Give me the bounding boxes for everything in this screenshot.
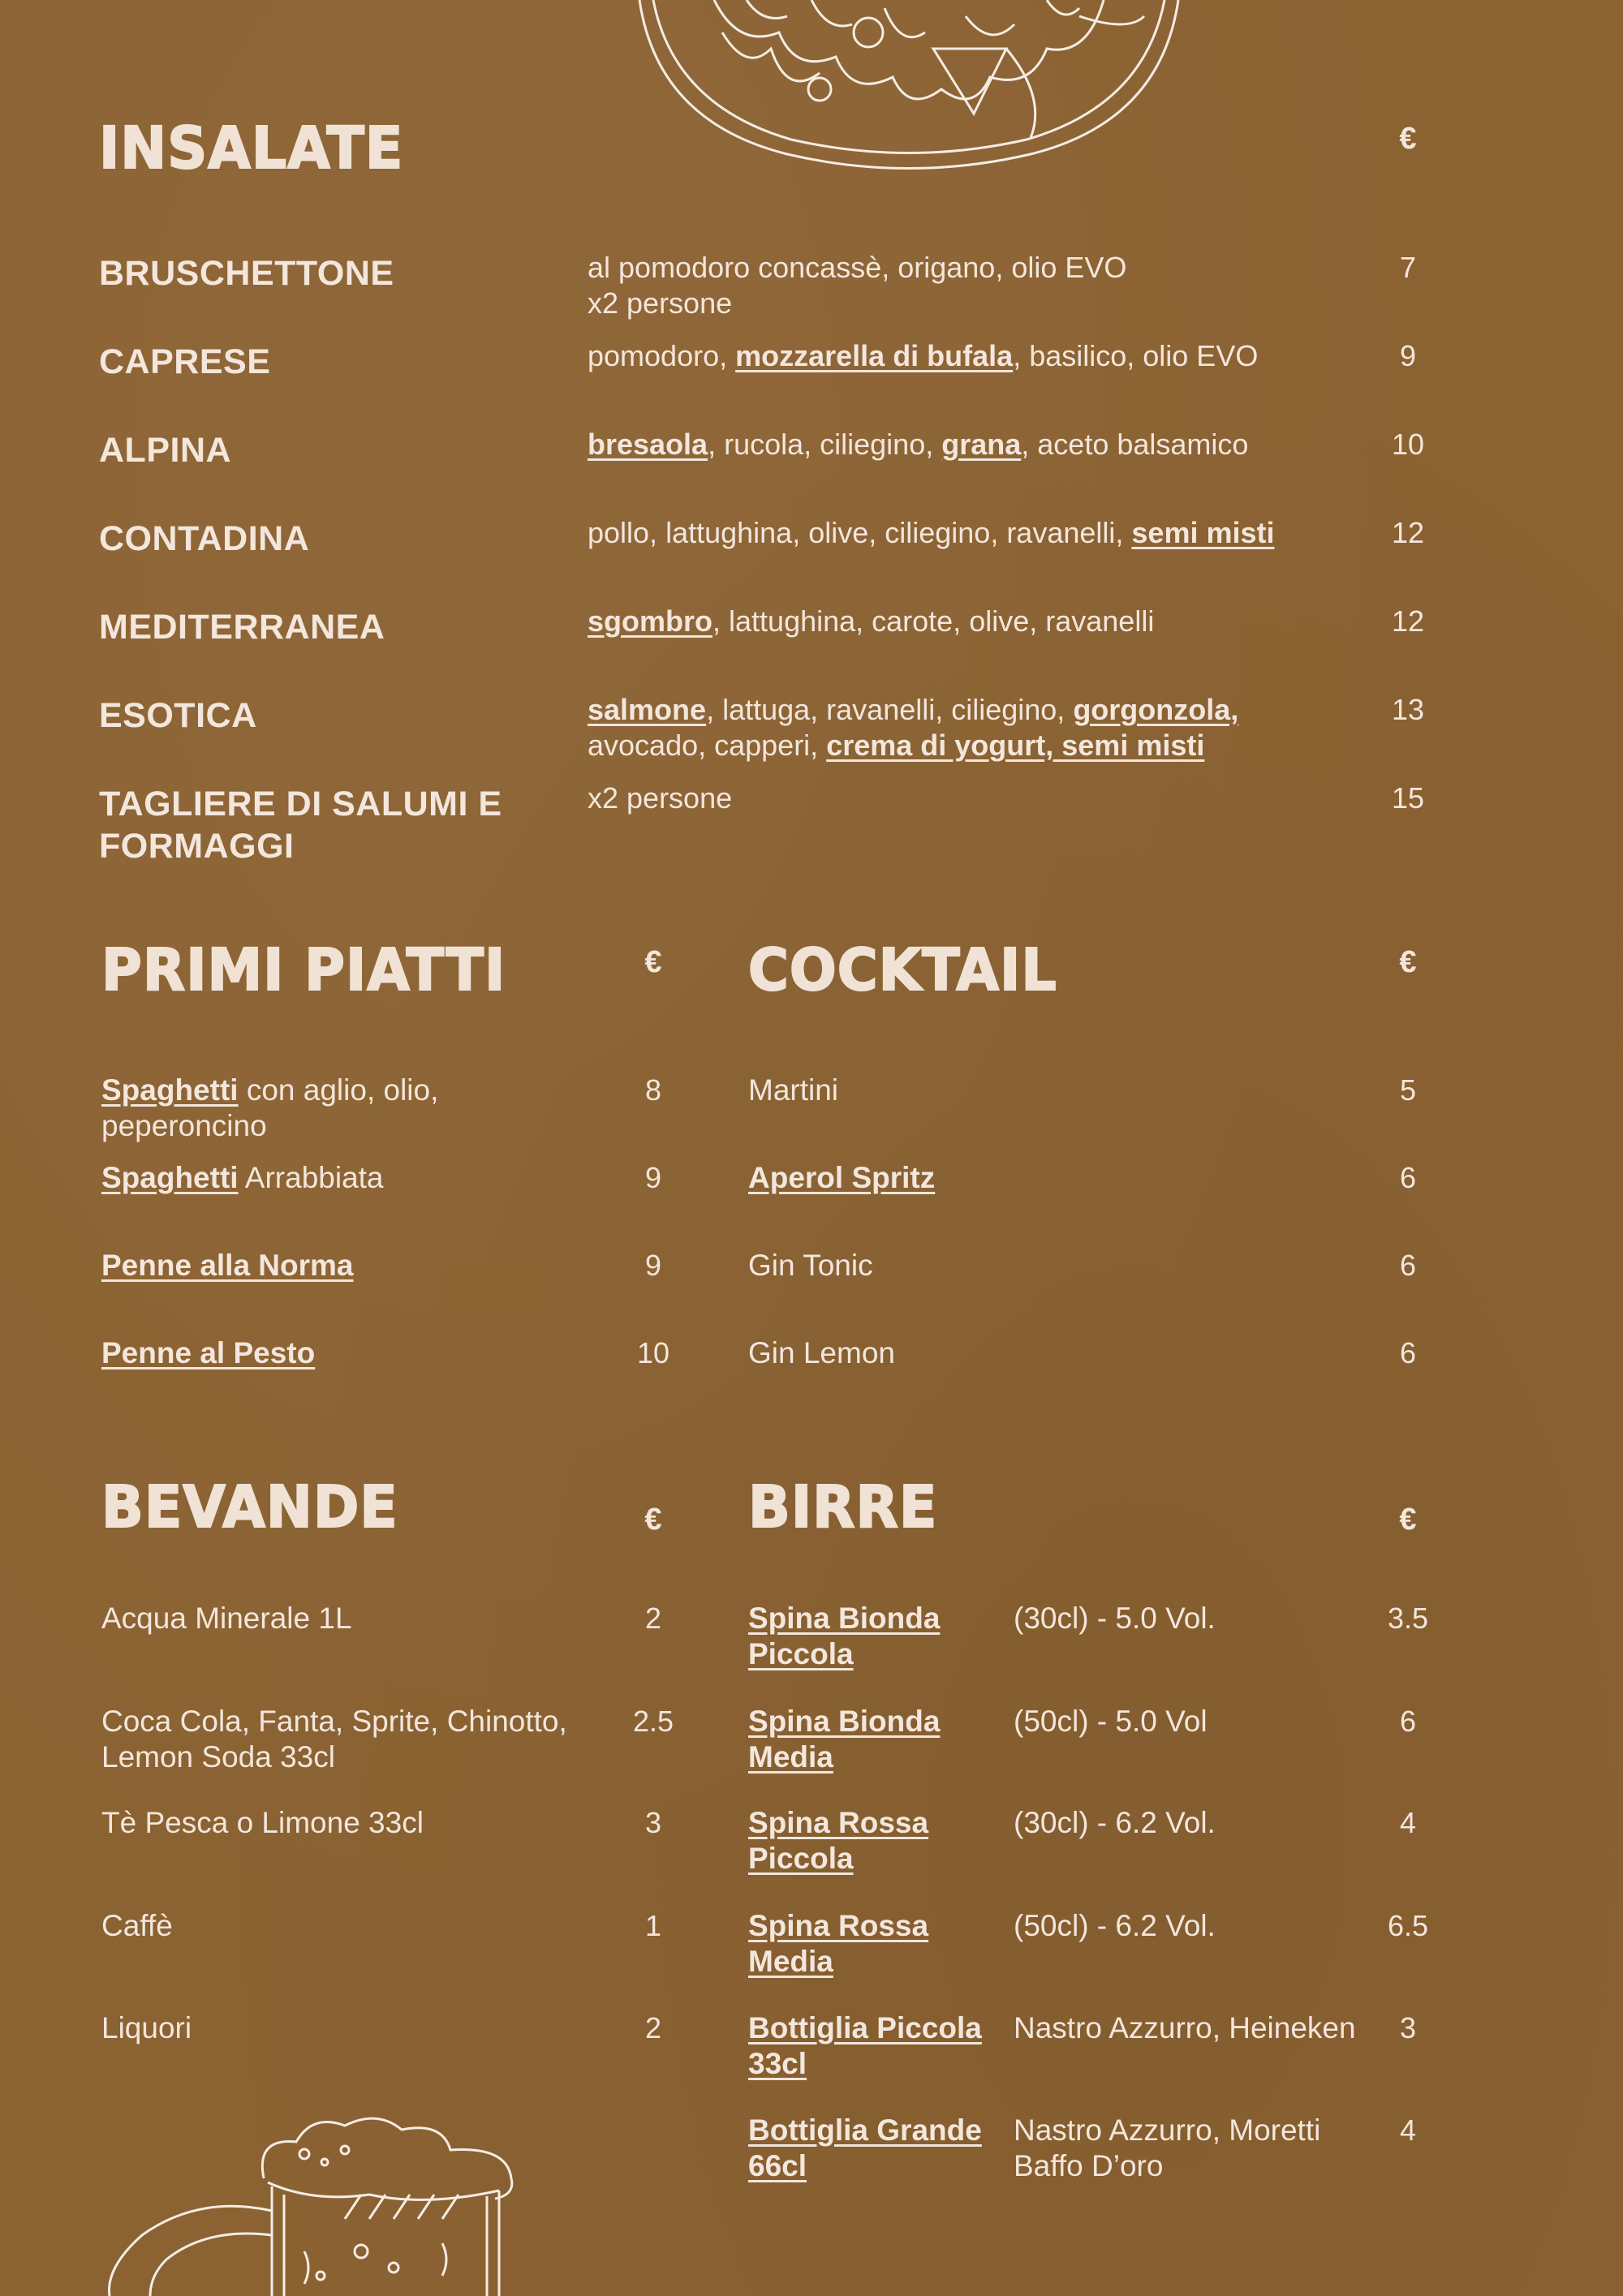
birre-item-name: Spina Bionda Media [748,1705,941,1774]
primi-part: con aglio, olio, peperoncino [101,1073,439,1142]
bevande-item-price: 2 [644,1602,662,1635]
birre-item-price: 4 [1399,2113,1417,2147]
insalate-item-name: MEDITERRANEA [99,608,385,647]
bevande-item-price: 2 [644,2011,662,2044]
primi-item-price: 9 [644,1161,662,1194]
primi-item-name [101,1160,556,1196]
insalate-item-price: 15 [1391,781,1425,815]
cocktail-item-price: 5 [1399,1073,1417,1107]
cocktail-part: Martini [748,1073,839,1107]
bevande-item-name: Acqua Minerale 1L [101,1602,352,1635]
insalate-item-desc [588,515,1358,551]
bevande-item-name: Liquori [101,2011,192,2044]
birre-item-price: 6.5 [1387,1909,1429,1942]
insalate-desc-part: bresaola [588,428,708,461]
cocktail-item-price: 6 [1399,1249,1417,1282]
insalate-desc-part: x2 persone [588,286,733,320]
insalate-item-name: CAPRESE [99,342,271,381]
insalate-item-name: CONTADINA [99,519,310,558]
insalate-desc-part: avocado, capperi, [588,729,827,762]
birre-item-name: Bottiglia Piccola 33cl [748,2011,982,2080]
birre-item-desc: Nastro Azzurro, Moretti Baffo D’oro [1014,2113,1321,2182]
insalate-item-price: 12 [1391,604,1425,638]
primi-part: Penne al Pesto [101,1336,316,1369]
birre-item-price: 3 [1399,2011,1417,2044]
bevande-item-price: 3 [644,1806,662,1839]
insalate-desc-part: gorgonzola, [1073,693,1239,726]
insalate-desc-part: , aceto balsamico [1021,428,1249,461]
bevande-item-name: Coca Cola, Fanta, Sprite, Chinotto, Lemon Soda 33cl [101,1705,567,1774]
section-title-cocktail: COCKTAIL [748,937,1057,1004]
primi-item-price: 8 [644,1073,662,1107]
insalate-desc-part: , rucola, ciliegino, [708,428,942,461]
insalate-item-name: TAGLIERE DI SALUMI E FORMAGGI [99,785,502,866]
insalate-item-price: 13 [1391,693,1425,726]
birre-item-desc: (30cl) - 5.0 Vol. [1014,1602,1216,1635]
birre-currency: € [1399,1503,1417,1537]
primi-currency: € [644,945,662,979]
section-title-birre: BIRRE [748,1474,938,1541]
insalate-item-price: 9 [1399,339,1417,372]
bevande-item-price: 1 [644,1909,662,1942]
cocktail-part: Aperol Spritz [748,1161,936,1194]
bevande-item-price: 2.5 [632,1705,674,1738]
cocktail-item-price: 6 [1399,1161,1417,1194]
insalate-item-desc [588,338,1358,374]
insalate-item-name: BRUSCHETTONE [99,254,394,293]
insalate-desc-part: x2 persone [588,781,733,815]
insalate-desc-part: sgombro [588,604,713,638]
insalate-desc-part: , lattuga, ravanelli, ciliegino, [706,693,1074,726]
primi-item-name [101,1248,556,1283]
birre-item-desc: (50cl) - 6.2 Vol. [1014,1909,1216,1942]
salad-bowl-icon [625,0,1193,174]
insalate-item-name: ESOTICA [99,696,257,735]
cocktail-currency: € [1399,945,1417,979]
insalate-item-desc [588,250,1358,321]
cocktail-item-name [748,1335,1316,1371]
insalate-desc-part: al pomodoro concassè, origano, olio EVO [588,251,1127,284]
insalate-desc-part: , basilico, olio EVO [1013,339,1259,372]
insalate-item-desc [588,692,1358,763]
birre-item-desc: (30cl) - 6.2 Vol. [1014,1806,1216,1839]
beer-mug-icon [101,2105,540,2296]
birre-item-price: 4 [1399,1806,1417,1839]
section-title-insalate: INSALATE [99,115,404,183]
birre-item-price: 6 [1399,1705,1417,1738]
section-title-primi-piatti: PRIMI PIATTI [101,937,506,1004]
primi-part: Arrabbiata [238,1161,384,1194]
insalate-desc-part: salmone [588,693,707,726]
primi-item-name [101,1073,556,1144]
cocktail-item-price: 6 [1399,1336,1417,1369]
insalate-item-price: 7 [1399,251,1417,284]
insalate-item-price: 10 [1391,428,1425,461]
birre-item-desc: Nastro Azzurro, Heineken [1014,2011,1356,2044]
birre-item-name: Spina Bionda Piccola [748,1602,941,1670]
primi-part: Spaghetti [101,1073,239,1107]
section-title-bevande: BEVANDE [101,1474,398,1541]
insalate-item-desc [588,427,1358,462]
insalate-desc-part: , lattughina, carote, olive, ravanelli [712,604,1155,638]
primi-item-price: 9 [644,1249,662,1282]
birre-item-name: Spina Rossa Piccola [748,1806,929,1875]
birre-item-name: Bottiglia Grande 66cl [748,2113,982,2182]
insalate-item-name: ALPINA [99,431,232,470]
insalate-desc-part: semi misti [1131,516,1275,549]
insalate-desc-part: crema di yogurt, semi misti [826,729,1205,762]
cocktail-part: Gin Tonic [748,1249,873,1282]
primi-item-name [101,1335,556,1371]
insalate-desc-part: pollo, lattughina, olive, ciliegino, ravanelli, [588,516,1132,549]
insalate-item-desc [588,604,1358,639]
birre-item-price: 3.5 [1387,1602,1429,1635]
primi-item-price: 10 [636,1336,670,1369]
insalate-item-desc [588,780,1358,816]
bevande-currency: € [644,1503,662,1537]
bevande-item-name: Caffè [101,1909,173,1942]
primi-part: Spaghetti [101,1161,239,1194]
insalate-desc-part: pomodoro, [588,339,736,372]
primi-part: Penne alla Norma [101,1249,354,1282]
insalate-currency: € [1399,122,1417,156]
birre-item-name: Spina Rossa Media [748,1909,929,1978]
cocktail-item-name [748,1248,1316,1283]
cocktail-part: Gin Lemon [748,1336,895,1369]
bevande-item-name: Tè Pesca o Limone 33cl [101,1806,424,1839]
cocktail-item-name [748,1073,1316,1108]
cocktail-item-name [748,1160,1316,1196]
birre-item-desc: (50cl) - 5.0 Vol [1014,1705,1208,1738]
insalate-item-price: 12 [1391,516,1425,549]
insalate-desc-part: mozzarella di bufala [735,339,1014,372]
insalate-desc-part: grana [941,428,1022,461]
